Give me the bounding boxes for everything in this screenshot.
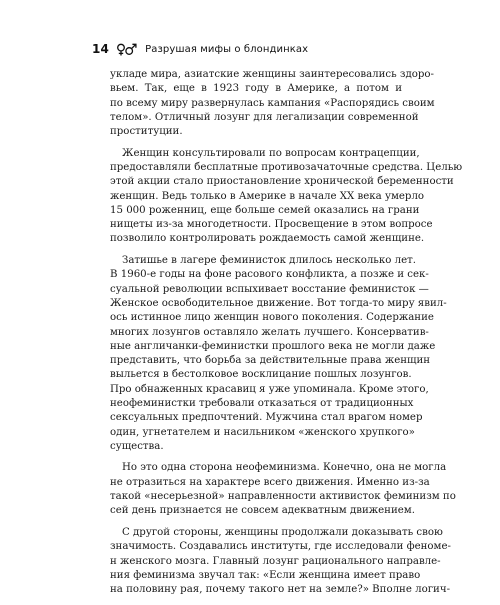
text-line: позволило контролировать рождаемость самой женщине. [110,233,425,245]
text-line: не отразиться на характере всего движения. Именно из-за [110,476,430,488]
venus-mars-icon [116,43,138,56]
paragraph [110,68,435,139]
text-line: выльется в бестолковое восклицание пошлых лозунгов. [110,369,412,381]
text-line: н женского мозга. Главный лозунг рационального направле- [110,555,441,567]
text-line: этой акции стало приостановление хронической беременности [110,176,454,188]
text-line: женщин. Ведь только в Америке в начале XX века умерло [110,190,425,202]
running-title: Разрушая мифы о блондинках [145,43,309,55]
text-line: Но это одна сторона неофеминизма. Конечно, она не могла [122,462,447,474]
paragraph [110,461,456,518]
text-line: суальной революции вспыхивает восстание феминисток — [110,283,429,295]
text-line: С другой стороны, женщины продолжали доказывать свою [122,527,443,538]
text-line: В 1960-е годы на фоне расового конфликта, а позже и сек- [110,269,429,281]
text-line: ось истинное лицо женщин нового поколения. Содержание [110,312,434,324]
text-line: по всему миру развернулась кампания «Распорядись своим [110,97,435,109]
paragraph [110,254,447,454]
text-line: вьем. Так, еще в 1923 году в Америке, а потом и [110,83,402,95]
text-line: Про обнаженных красавиц я уже упоминала. Кроме этого, [110,383,429,395]
paragraph [110,526,451,597]
text-line: значимость. Создавались институты, где исследовали феноме- [110,541,451,553]
text-line: существа. [110,440,164,452]
body-text [110,68,463,605]
text-line: предоставляли бесплатные противозачаточные средства. Целью [110,162,463,174]
text-line: нищеты из-за многодетности. Просвещение в этом вопросе [110,219,433,231]
text-line: ния феминизма звучал так: «Если женщина имеет право [110,569,421,581]
text-line: Женщин консультировали по вопросам контрацепции, [122,147,420,159]
paragraph [110,147,463,247]
text-line: телом». Отличный лозунг для легализации современной [110,111,419,123]
text-line: представить, что борьба за действительные права женщин [110,355,431,367]
text-line: неофеминистки требовали отказаться от традиционных [110,397,414,409]
text-line: ные англичанки-феминистки прошлого века не могли даже [110,340,436,352]
running-head [92,42,308,56]
text-line: укладе мира, азиатские женщины заинтересовались здоро- [110,69,434,80]
text-line: многих лозунгов оставляло желать лучшего. Консерватив- [110,326,429,338]
text-line: такой «несерьезной» направленности активисток феминизм по [110,491,456,503]
text-line: Затишье в лагере феминисток длилось несколько лет. [122,255,416,267]
text-line: сексуальных предпочтений. Мужчина стал врагом номер [110,412,423,424]
text-line: сей день признается не совсем адекватным движением. [110,505,415,517]
text-line: Женское освободительное движение. Вот тогда-то миру явил- [110,298,447,309]
text-line: на половину рая, почему такого нет на земле?» Вполне логич- [110,584,451,596]
text-line: 15 000 роженниц, еще больше семей оказались на грани [110,204,420,216]
text-line: проституции. [110,126,183,138]
page-number: 14 [92,42,110,56]
text-line: один, угнетателем и насильником «женского хрупкого» [110,426,415,438]
